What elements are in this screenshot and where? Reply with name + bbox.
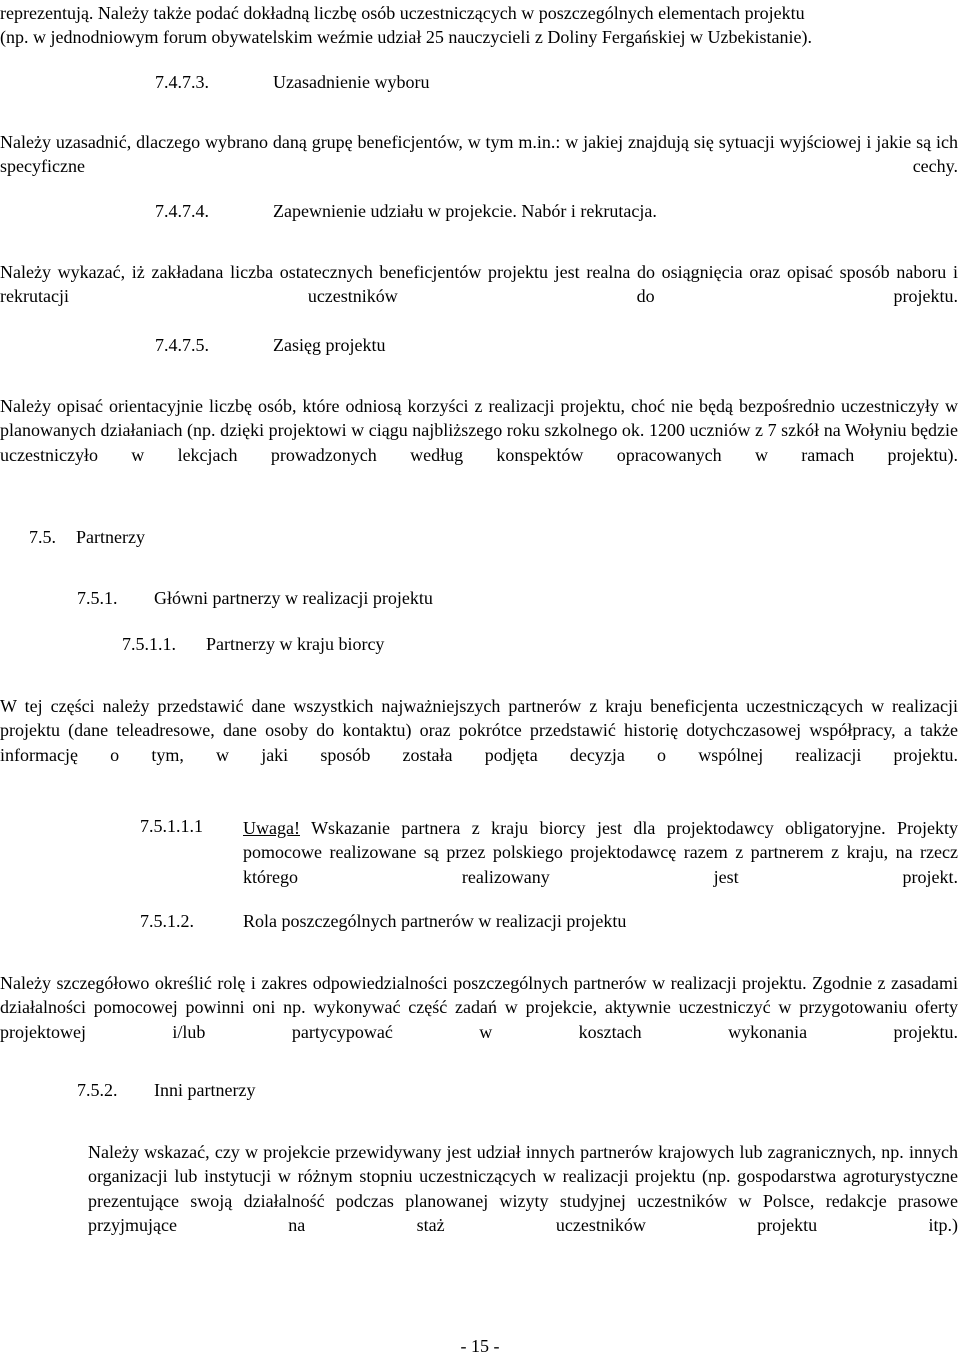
heading-75-title: Partnerzy [76,527,145,547]
heading-7511-number: 7.5.1.1. [122,634,176,654]
heading-751-title: Główni partnerzy w realizacji projektu [154,588,433,608]
paragraph-7512: Należy szczegółowo określić rolę i zakres odpowiedzialności poszczególnych partnerów w realizacji projektu. Zgodnie z zasadami działalności pomocowej powinni oni np. wykonywać część zadań w projekcie, aktywnie uczestniczyć w przygotowaniu oferty projektowej i/lub partycypować w kosztach wykonania projektu. [0,973,958,1042]
heading-75111-number: 7.5.1.1.1 [140,816,203,836]
heading-752-title: Inni partnerzy [154,1080,256,1100]
paragraph-752: Należy wskazać, czy w projekcie przewidywany jest udział innych partnerów krajowych lub zagranicznych, np. innych organizacji lub instytucji w różnym stopniu uczestniczących w realizacji projektu (np. gospodarstwa agroturystyczne prezentujące swoją działalność podczas planowanej wizyty studyjnej uczestników w Polsce, redakcje prasowe przyjmujące na staż uczestników projektu itp.) [88,1142,958,1236]
note-75111 [243,816,958,914]
intro-line-2: (np. w jednodniowym forum obywatelskim weźmie udział 25 nauczycieli z Doliny Fergańskiej w Uzbekistanie). [0,27,812,47]
heading-7512-number: 7.5.1.2. [140,911,194,931]
paragraph-7511: W tej części należy przedstawić dane wszystkich najważniejszych partnerów z kraju beneficjenta uczestniczących w realizacji projektu (dane teleadresowe, dane osoby do kontaktu) oraz pokrótce przedstawić historię dotychczasowej współpracy, a także informację o tym, w jaki sposób została podjęta decyzja o wspólnej realizacji projektu. [0,696,958,765]
heading-7474-title: Zapewnienie udziału w projekcie. Nabór i rekrutacja. [273,201,657,221]
heading-75-number: 7.5. [29,527,56,547]
heading-7474-number: 7.4.7.4. [155,201,209,221]
note-75111-text: Wskazanie partnera z kraju biorcy jest dla projektodawcy obligatoryjne. Projekty pomocowe realizowane są przez polskiego projektodawcę razem z partnerem z kraju, na rzecz którego realizowany jest projekt. [243,818,958,887]
uwaga-label: Uwaga! [243,818,300,838]
page-number: - 15 - [460,1336,500,1356]
intro-line-1: reprezentują. Należy także podać dokładną liczbę osób uczestniczących w poszczególnych elementach projektu [0,3,805,23]
paragraph-7475: Należy opisać orientacyjnie liczbę osób, które odniosą korzyści z realizacji projektu, choć nie będą bezpośrednio uczestniczyły w planowanych działaniach (np. dzięki projektowi w ciągu najbliższego roku szkolnego ok. 1200 uczniów z 7 szkół na Wołyniu będzie uczestniczyło w lekcjach prowadzonych według konspektów opracowanych w ramach projektu). [0,396,958,465]
paragraph-7474: Należy wykazać, iż zakładana liczba ostatecznych beneficjentów projektu jest realna do osiągnięcia oraz opisać sposób naboru i rekrutacji uczestników do projektu. [0,262,958,307]
heading-7512-title: Rola poszczególnych partnerów w realizacji projektu [243,911,627,931]
heading-7473-title: Uzasadnienie wyboru [273,72,430,92]
heading-751-number: 7.5.1. [77,588,118,608]
heading-7475-number: 7.4.7.5. [155,335,209,355]
paragraph-7473: Należy uzasadnić, dlaczego wybrano daną grupę beneficjentów, w tym m.in.: w jakiej znajdują się sytuacji wyjściowej i jakie są ich specyficzne cechy. [0,132,958,177]
heading-7511-title: Partnerzy w kraju biorcy [206,634,385,654]
heading-752-number: 7.5.2. [77,1080,118,1100]
heading-7473-number: 7.4.7.3. [155,72,209,92]
heading-7475-title: Zasięg projektu [273,335,386,355]
